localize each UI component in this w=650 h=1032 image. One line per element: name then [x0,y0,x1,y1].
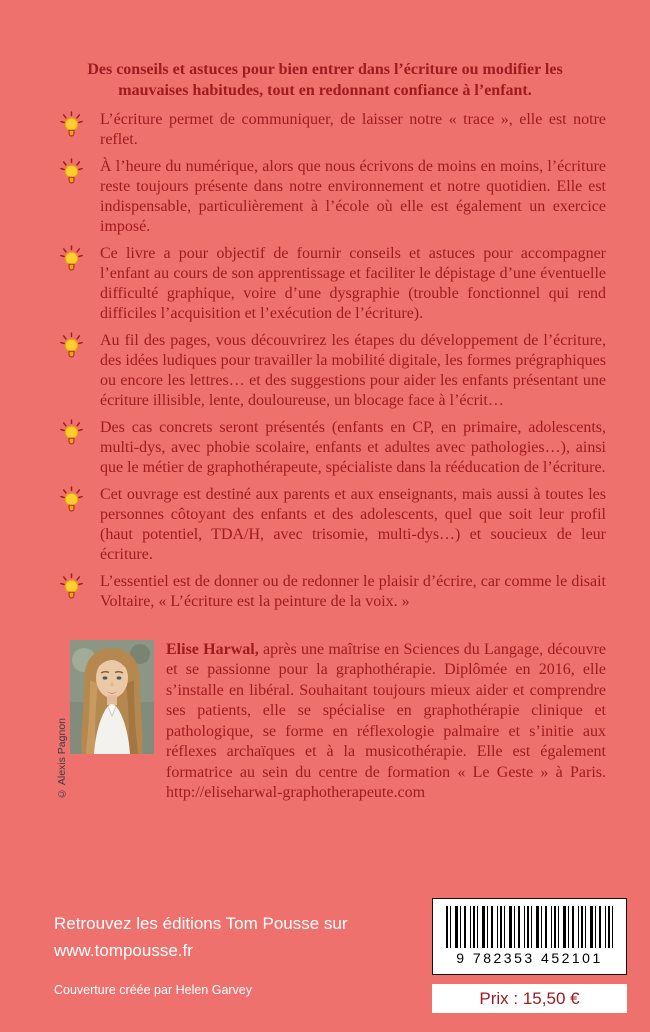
isbn-digits: 9 782353 452101 [456,950,603,966]
cover-headline: Des conseils et astuces pour bien entrer dans l’écriture ou modifier les mauvaises habitudes, tout en redonnant confiance à l’enfant. [87,61,563,99]
bullet-item [0,418,650,478]
lightbulb-icon [58,244,88,324]
price-label: Prix : 15,50 € [479,988,580,1008]
bullet-text: Au fil des pages, vous découvrirez les étapes du développement de l’écriture, des idées ludiques pour travailler la mobilité digitale, les formes prégraphiques ou encore les lettres… et des suggestions pour aider les enfants présentant une écriture illisible, lente, douloureuse, un blocage face à l’écrit… [100,331,606,409]
lightbulb-icon [58,572,88,612]
publisher-line: Retrouvez les éditions Tom Pousse sur [54,914,348,933]
cover-designer-credit: Couverture créée par Helen Garvey [54,983,253,997]
bullet-text: Ce livre a pour objectif de fournir conseils et astuces pour accompagner l’enfant au cours de son apprentissage et faciliter le dépistage d’une éventuelle difficulté graphique, voire d’une dysgraphie (trouble fonctionnel qui rend difficiles l’acquisition et l’exécution de l’écriture). [100,244,606,322]
bullet-item [0,110,650,150]
lightbulb-icon [58,418,88,478]
bullet-text: Cet ouvrage est destiné aux parents et aux enseignants, mais aussi à toutes les personnes côtoyant des enfants et des adolescents, quel que soit leur profil (haut potentiel, TDA/H, avec trisomie, multi-dys…) et soucieux de leur écriture. [100,485,606,563]
lightbulb-icon [58,485,88,565]
lightbulb-icon [58,331,88,411]
bullet-item [0,331,650,411]
author-name: Elise Harwal, [166,640,259,658]
lightbulb-icon [58,110,88,150]
barcode-bars [446,906,613,948]
photo-credit: © Alexis Pagnon [56,718,68,800]
publisher-info [54,914,348,997]
bullet-text: À l’heure du numérique, alors que nous écrivons de moins en moins, l’écriture reste toujours présente dans notre environnement et notre quotidien. Elle est indispensable, particulièrement à l’école où elle est également un exercice imposé. [100,157,606,235]
author-bio-section [0,640,650,804]
bullet-text: L’essentiel est de donner ou de redonner le plaisir d’écrire, car comme le disait Voltaire, « L’écriture est la peinture de la voix. » [100,572,606,610]
lightbulb-icon [58,157,88,237]
publisher-url: www.tompousse.fr [54,941,193,960]
bullet-item [0,485,650,565]
author-photo [70,640,154,754]
bullet-item [0,157,650,237]
bullet-item [0,244,650,324]
barcode [432,898,627,975]
bullet-text: Des cas concrets seront présentés (enfants en CP, en primaire, adolescents, multi-dys, avec phobie scolaire, enfants et adultes avec pathologies…), ainsi que le métier de graphothérapeute, spécialiste dans la rééducation de l’écriture. [100,418,606,476]
price-strip [432,984,627,1013]
author-bio-text: Elise Harwal, après une maîtrise en Sciences du Langage, découvre et se passionne pour la graphothérapie. Diplômée en 2016, elle s’installe en libéral. Souhaitant toujours mieux aider et comprendre ses patients, elle se spécialise en graphothérapie clinique et pathologique, se forme en réflexologie palmaire et s’initie aux réflexes archaïques et à la musicothérapie. Elle est également formatrice au sein du centre de formation « Le Geste » à Paris. http://eliseharwal-graphotherapeute.com [166,640,607,802]
bullet-item [0,572,650,612]
bullet-text: L’écriture permet de communiquer, de laisser notre « trace », elle est notre reflet. [100,110,606,148]
